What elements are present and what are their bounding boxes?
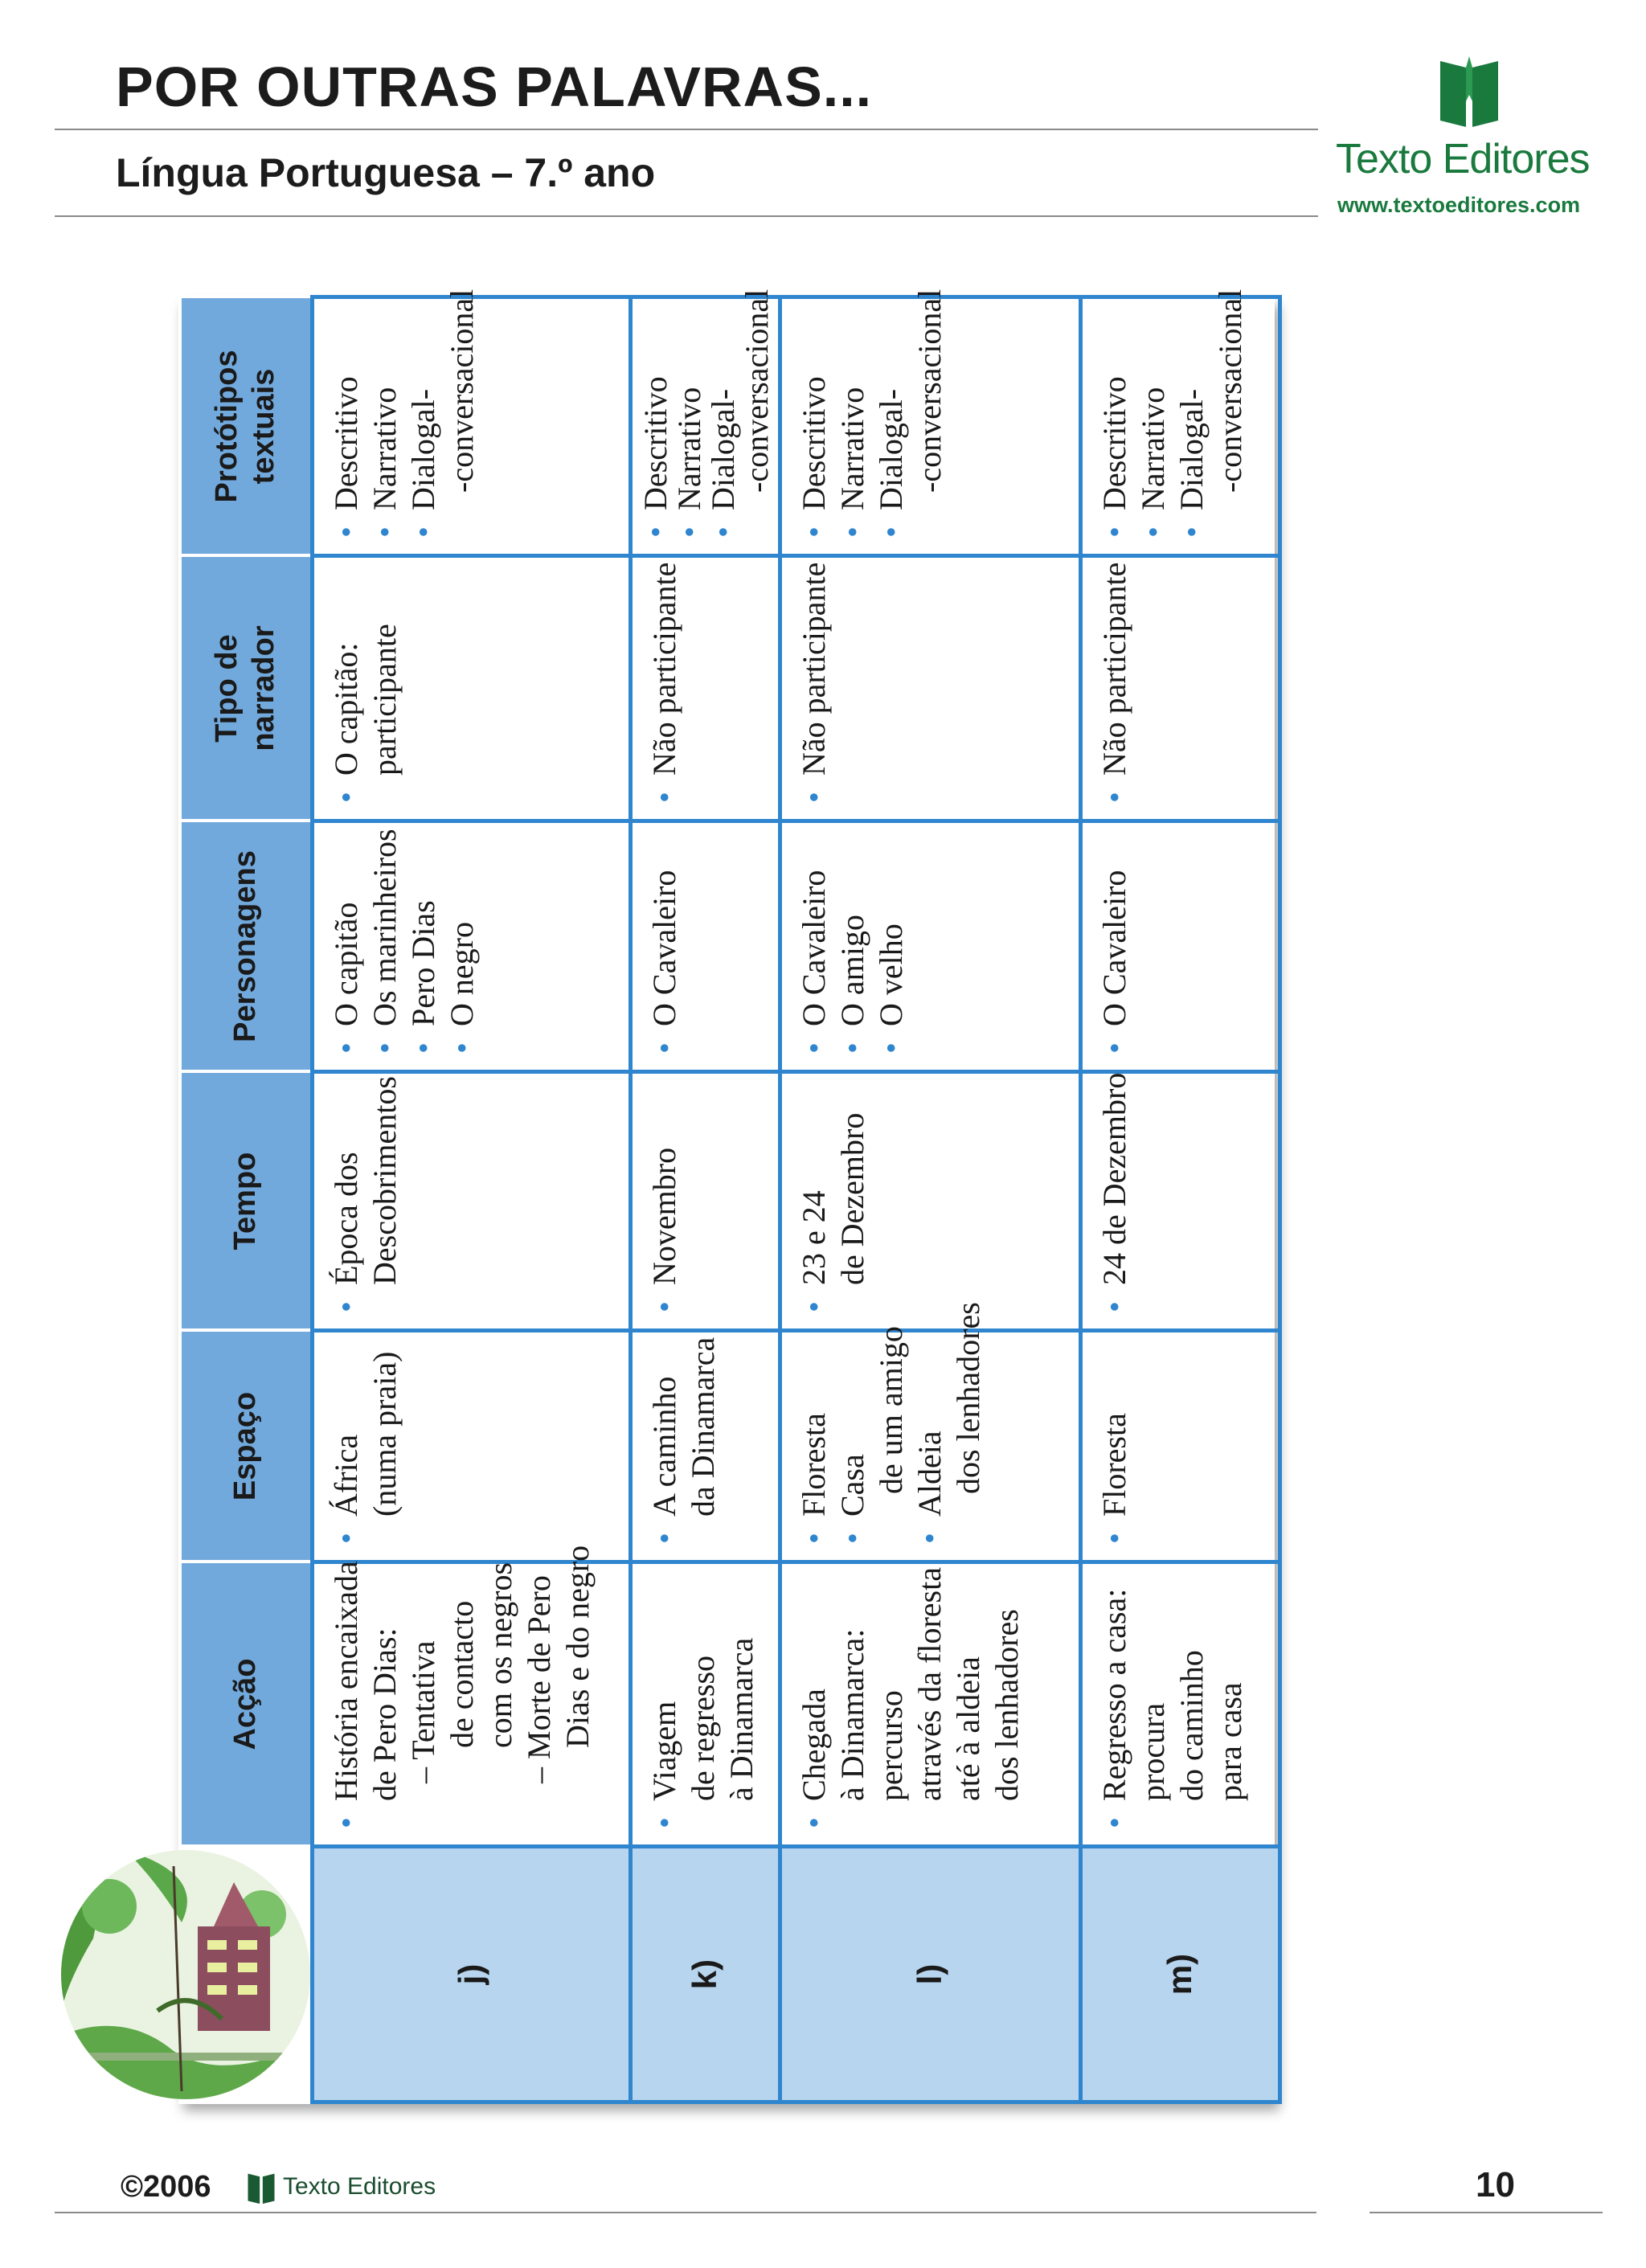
cell-espaco-l: [780, 1302, 1081, 1562]
cell-prototipos-l: [780, 289, 1081, 556]
accao-text: do caminho: [1173, 1650, 1210, 1801]
list-item: • O Cavaleiro: [645, 828, 684, 1054]
copyright: ©2006: [121, 2170, 211, 2204]
header-espaco: Espaço: [180, 1331, 313, 1562]
list-item: • Novembro: [645, 1079, 684, 1312]
list-item: [327, 1076, 404, 1312]
accao-text: Viagem: [646, 1701, 682, 1801]
list-item: [1095, 1569, 1250, 1828]
cell-personagens-j: [313, 821, 631, 1072]
table-row-k: [631, 297, 780, 2102]
prototipos-continuation: -conversacional: [444, 289, 480, 493]
page-subtitle: Língua Portuguesa – 7.º ano: [116, 150, 656, 195]
accao-subitem: com os negros: [482, 1562, 518, 1748]
prototipos-continuation: -conversacional: [1212, 289, 1248, 493]
accao-subitem: de contacto: [444, 1600, 480, 1748]
list-item: • Dialogal-: [706, 304, 740, 538]
row-label-l: l): [780, 1847, 1081, 2102]
cell-prototipos-j: [313, 289, 631, 556]
accao-text: à Dinamarca: [723, 1637, 760, 1801]
accao-text: de Pero Dias:: [366, 1627, 403, 1801]
table-row-j: [313, 297, 631, 2102]
page-number-divider: [1370, 2212, 1603, 2213]
book-icon: [246, 2170, 276, 2205]
cell-accao-j: [313, 1545, 631, 1847]
header-divider: [55, 129, 1318, 130]
list-item: • O amigo: [833, 828, 872, 1054]
cell-tempo-k: [631, 1072, 780, 1331]
espaco-text: A caminho: [646, 1376, 682, 1517]
cell-personagens-m: [1081, 821, 1280, 1072]
accao-text: Regresso a casa:: [1096, 1588, 1132, 1801]
list-item: • Descritivo: [639, 304, 673, 538]
book-icon: [1437, 53, 1501, 130]
list-item: [833, 1326, 911, 1544]
cell-espaco-m: [1081, 1331, 1280, 1562]
cell-prototipos-m: [1081, 289, 1280, 556]
cell-accao-l: [780, 1562, 1081, 1847]
espaco-text: Aldeia: [911, 1431, 948, 1517]
header-personagens: Personagens: [180, 821, 313, 1072]
list-item: [645, 1337, 723, 1544]
list-item: • Floresta: [795, 1337, 833, 1544]
cell-narrador-j: [313, 556, 631, 821]
header-narrador-line1: Tipo de: [210, 634, 244, 743]
list-item: • Não participante: [795, 563, 833, 803]
accao-text: dos lenhadores: [989, 1609, 1025, 1801]
list-item: • O Cavaleiro: [1095, 828, 1134, 1054]
publisher-url: www.textoeditores.com: [1337, 193, 1581, 217]
tempo-text: de Dezembro: [834, 1112, 870, 1285]
list-item: • Floresta: [1095, 1337, 1134, 1544]
list-item: • Descritivo: [795, 304, 833, 538]
header-tempo: Tempo: [180, 1072, 313, 1331]
list-item: • Narrativo: [366, 304, 404, 538]
accao-text: através da floresta: [911, 1567, 948, 1801]
list-item: • O Cavaleiro: [795, 828, 833, 1054]
footer-divider: [55, 2212, 1316, 2213]
list-item: • Não participante: [645, 563, 684, 803]
list-item: • Dialogal-: [1173, 304, 1211, 538]
row-label-k: k): [631, 1847, 780, 2102]
list-item: [795, 1079, 872, 1312]
accao-text: procura: [1135, 1702, 1171, 1801]
header-narrador-line2: narrador: [247, 625, 280, 751]
cell-tempo-l: [780, 1072, 1081, 1331]
narrador-text: participante: [366, 624, 403, 776]
story-summary-table-wrapper: [178, 289, 1275, 2104]
cell-accao-k: [631, 1562, 780, 1847]
page-title: POR OUTRAS PALAVRAS...: [116, 55, 873, 118]
list-item: [327, 1337, 404, 1544]
accao-text: para casa: [1212, 1682, 1248, 1801]
list-item: [327, 1561, 404, 1828]
list-item: [795, 1569, 1026, 1828]
accao-text: até à aldeia: [950, 1656, 986, 1801]
list-item: • O capitão: [327, 828, 366, 1054]
page-number: 10: [1476, 2165, 1515, 2205]
prototipos-continuation: -conversacional: [911, 289, 948, 493]
house-illustration: [61, 1850, 310, 2099]
list-item: • 24 de Dezembro: [1095, 1079, 1134, 1312]
publisher-name: Texto Editores: [1336, 136, 1590, 182]
list-item: • O negro: [443, 828, 481, 1054]
tempo-text: Época dos: [328, 1152, 364, 1285]
accao-text: de regresso: [685, 1655, 721, 1801]
list-item: • Dialogal-: [404, 304, 443, 538]
table-row-m: [1081, 297, 1280, 2102]
tempo-text: 23 e 24: [796, 1190, 832, 1285]
subtitle-divider: [55, 215, 1318, 217]
cell-personagens-k: [631, 821, 780, 1072]
list-item: [911, 1302, 988, 1544]
cell-narrador-m: [1081, 556, 1280, 821]
tempo-text: Descobrimentos: [366, 1076, 403, 1285]
list-item: • Narrativo: [673, 304, 706, 538]
list-item: • Não participante: [1095, 563, 1134, 803]
list-item: [645, 1569, 761, 1828]
list-item: • Dialogal-: [872, 304, 911, 538]
list-item: • Descritivo: [327, 304, 366, 538]
list-item: • Pero Dias: [404, 828, 443, 1054]
espaco-text: da Dinamarca: [685, 1337, 721, 1517]
narrador-text: O capitão:: [328, 642, 364, 776]
prototipos-continuation: -conversacional: [739, 289, 775, 493]
list-item: • Narrativo: [833, 304, 872, 538]
accao-text: à Dinamarca:: [834, 1628, 870, 1801]
table-header-row: [180, 297, 313, 2102]
table-row-l: [780, 297, 1081, 2102]
cell-narrador-l: [780, 556, 1081, 821]
cell-espaco-j: [313, 1331, 631, 1562]
footer-publisher-name: Texto Editores: [283, 2173, 436, 2200]
list-item: • Narrativo: [1134, 304, 1173, 538]
accao-subitem: – Tentativa: [405, 1640, 441, 1783]
espaco-text: dos lenhadores: [950, 1302, 986, 1494]
row-label-m: m): [1081, 1847, 1280, 2102]
espaco-text: de um amigo: [873, 1326, 909, 1494]
espaco-text: Casa: [834, 1454, 870, 1517]
accao-subitem: – Morte de Pero: [521, 1575, 557, 1783]
header-accao: Acção: [180, 1562, 313, 1847]
header-prototipos-line2: textuais: [247, 368, 280, 485]
espaco-text: África: [328, 1434, 364, 1517]
cell-personagens-l: [780, 821, 1081, 1072]
row-label-j: j): [313, 1847, 631, 2102]
cell-narrador-k: [631, 556, 780, 821]
list-item: • O velho: [872, 828, 911, 1054]
espaco-text: (numa praia): [366, 1351, 403, 1517]
cell-accao-m: [1081, 1562, 1280, 1847]
header-prototipos: [180, 297, 313, 556]
accao-text: História encaixada: [328, 1561, 364, 1801]
header-prototipos-line1: Protótipos: [210, 350, 244, 503]
list-item: [327, 563, 404, 803]
cell-espaco-k: [631, 1331, 780, 1562]
header-tipo-narrador: [180, 556, 313, 821]
list-item: • Descritivo: [1095, 304, 1134, 538]
cell-prototipos-k: [631, 289, 780, 556]
cell-tempo-j: [313, 1072, 631, 1331]
story-summary-table: [178, 289, 1282, 2104]
accao-text: Chegada: [796, 1689, 832, 1801]
accao-text: percurso: [873, 1690, 909, 1801]
list-item: • Os marinheiros: [366, 828, 404, 1054]
cell-tempo-m: [1081, 1072, 1280, 1331]
accao-subitem: Dias e do negro: [559, 1545, 596, 1748]
